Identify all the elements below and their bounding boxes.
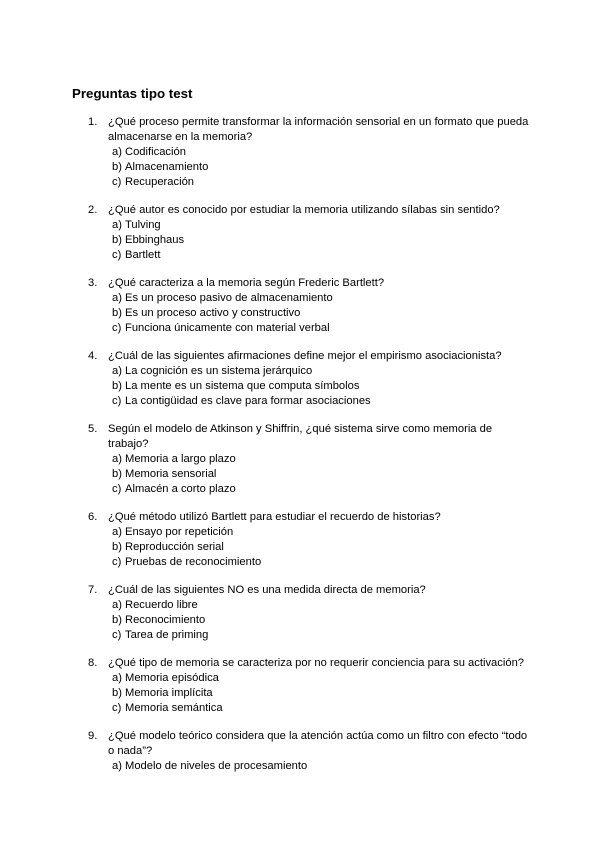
option-text: Memoria a largo plazo [125, 453, 236, 465]
option-letter: b) [112, 161, 122, 173]
answer-option [112, 218, 600, 233]
question [0, 510, 600, 570]
answer-option [112, 291, 600, 306]
option-letter: a) [112, 672, 122, 684]
option-text: Ebbinghaus [125, 234, 185, 246]
answer-option [112, 364, 600, 379]
option-letter: c) [112, 249, 122, 261]
question [0, 276, 600, 336]
option-text: Recuerdo libre [125, 599, 198, 611]
question-number: 8. [88, 657, 98, 669]
option-text: Recuperación [125, 176, 195, 188]
option-letter: c) [112, 483, 122, 495]
question [0, 115, 600, 190]
question-text: ¿Qué proceso permite transformar la información sensorial en un formato que pueda almacenarse en la memoria? [108, 116, 529, 143]
option-text: Bartlett [125, 249, 161, 261]
answer-option [112, 452, 600, 467]
answer-option [112, 160, 600, 175]
option-text: Es un proceso activo y constructivo [125, 307, 301, 319]
answer-option [112, 394, 600, 409]
option-letter: a) [112, 760, 122, 772]
question-number: 4. [88, 350, 98, 362]
option-letter: b) [112, 307, 122, 319]
option-text: Reconocimiento [125, 614, 206, 626]
answer-option [112, 233, 600, 248]
answer-option [112, 306, 600, 321]
option-letter: a) [112, 219, 122, 231]
option-text: Modelo de niveles de procesamiento [125, 760, 308, 772]
option-letter: b) [112, 614, 122, 626]
option-letter: a) [112, 453, 122, 465]
question [0, 349, 600, 409]
question [0, 583, 600, 643]
question [0, 729, 600, 774]
option-text: Memoria sensorial [125, 468, 217, 480]
option-text: La cognición es un sistema jerárquico [125, 365, 313, 377]
option-letter: c) [112, 322, 122, 334]
option-letter: c) [112, 702, 122, 714]
answer-option [112, 686, 600, 701]
answer-option [112, 701, 600, 716]
answer-option [112, 525, 600, 540]
question-number: 9. [88, 730, 98, 742]
answer-option [112, 671, 600, 686]
question-text: Según el modelo de Atkinson y Shiffrin, ¿qué sistema sirve como memoria de trabajo? [108, 423, 493, 450]
question-text: ¿Qué método utilizó Bartlett para estudiar el recuerdo de historias? [108, 511, 441, 523]
option-text: Ensayo por repetición [125, 526, 234, 538]
answer-option [112, 482, 600, 497]
question-text: ¿Qué caracteriza a la memoria según Frederic Bartlett? [108, 277, 385, 289]
option-text: Almacenamiento [125, 161, 209, 173]
option-letter: b) [112, 687, 122, 699]
question-text: ¿Cuál de las siguientes NO es una medida directa de memoria? [108, 584, 426, 596]
answer-option [112, 467, 600, 482]
answer-option [112, 759, 600, 774]
option-text: Almacén a corto plazo [125, 483, 236, 495]
question-number: 7. [88, 584, 98, 596]
option-letter: b) [112, 468, 122, 480]
question-text: ¿Qué tipo de memoria se caracteriza por no requerir conciencia para su activación? [108, 657, 525, 669]
answer-option [112, 613, 600, 628]
option-letter: a) [112, 365, 122, 377]
question [0, 422, 600, 497]
option-letter: a) [112, 526, 122, 538]
option-letter: b) [112, 541, 122, 553]
option-letter: c) [112, 395, 122, 407]
question-number: 6. [88, 511, 98, 523]
option-text: Codificación [125, 146, 186, 158]
option-letter: a) [112, 292, 122, 304]
option-text: Memoria episódica [125, 672, 219, 684]
option-letter: b) [112, 380, 122, 392]
answer-option [112, 628, 600, 643]
option-text: Reproducción serial [125, 541, 224, 553]
option-text: Tulving [125, 219, 161, 231]
question [0, 656, 600, 716]
answer-option [112, 145, 600, 160]
answer-option [112, 379, 600, 394]
option-letter: c) [112, 176, 122, 188]
question-number: 3. [88, 277, 98, 289]
answer-option [112, 555, 600, 570]
question [0, 203, 600, 263]
page-title: Preguntas tipo test [72, 86, 193, 101]
question-number: 1. [88, 116, 98, 128]
answer-option [112, 598, 600, 613]
option-text: Funciona únicamente con material verbal [125, 322, 330, 334]
question-number: 2. [88, 204, 98, 216]
question-text: ¿Qué modelo teórico considera que la atención actúa como un filtro con efecto “todo o nada”? [108, 730, 528, 757]
option-text: Es un proceso pasivo de almacenamiento [125, 292, 333, 304]
question-text: ¿Qué autor es conocido por estudiar la memoria utilizando sílabas sin sentido? [108, 204, 500, 216]
answer-option [112, 540, 600, 555]
answer-option [112, 321, 600, 336]
option-text: La mente es un sistema que computa símbolos [125, 380, 360, 392]
option-text: Memoria semántica [125, 702, 223, 714]
answer-option [112, 175, 600, 190]
option-text: Memoria implícita [125, 687, 213, 699]
option-letter: b) [112, 234, 122, 246]
option-letter: a) [112, 146, 122, 158]
option-text: La contigüidad es clave para formar asociaciones [125, 395, 371, 407]
option-letter: c) [112, 556, 122, 568]
question-number: 5. [88, 423, 98, 435]
option-letter: c) [112, 629, 122, 641]
option-text: Pruebas de reconocimiento [125, 556, 262, 568]
option-text: Tarea de priming [125, 629, 209, 641]
answer-option [112, 248, 600, 263]
question-text: ¿Cuál de las siguientes afirmaciones define mejor el empirismo asociacionista? [108, 350, 502, 362]
option-letter: a) [112, 599, 122, 611]
